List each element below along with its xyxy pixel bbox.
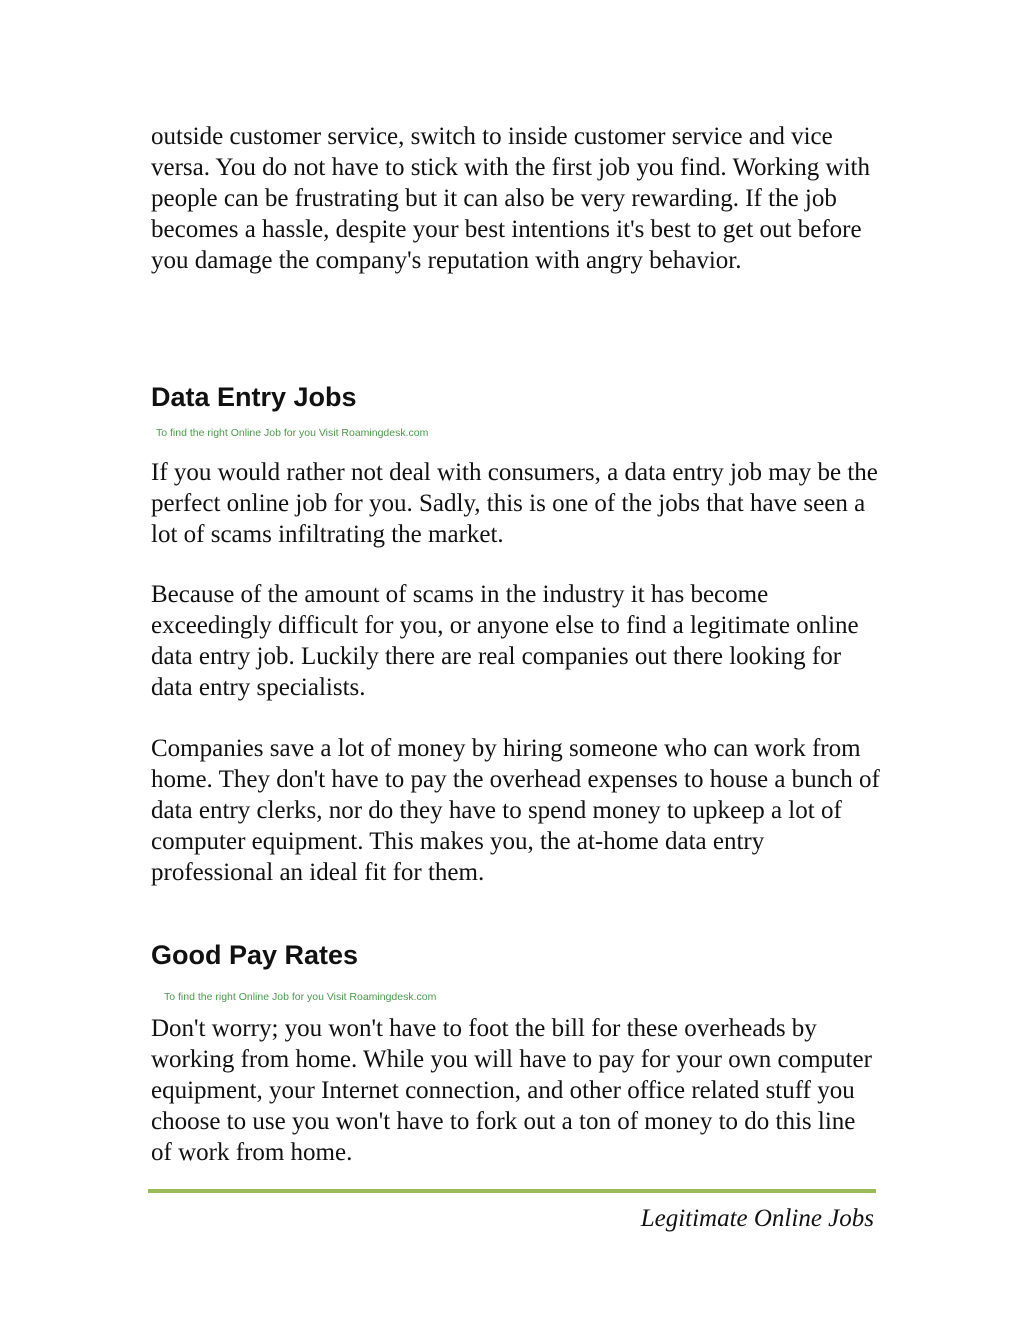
data-entry-paragraph-3: Companies save a lot of money by hiring someone who can work from home. They don't have to pay the overhead expenses to house a bunch of data entry clerks, nor do they have to spend money to upkeep a lot of computer equipment. This makes you, the at-home data entry professional an ideal fit for them. xyxy=(151,735,880,886)
footer-title: Legitimate Online Jobs xyxy=(640,1205,874,1232)
promo-link-roamingdesk[interactable]: To find the right Online Job for you Visit Roamingdesk.com xyxy=(164,991,437,1003)
section-heading-data-entry-jobs: Data Entry Jobs xyxy=(151,382,357,412)
intro-paragraph: outside customer service, switch to inside customer service and vice versa. You do not have to stick with the first job you find. Working with people can be frustrating but it can also be very rewarding. If the job becomes a hassle, despite your best intentions it's best to get out before you damage the company's reputation with angry behavior. xyxy=(151,123,871,274)
footer-divider xyxy=(148,1189,876,1193)
data-entry-paragraph-1: If you would rather not deal with consumers, a data entry job may be the perfect online job for you. Sadly, this is one of the jobs that have seen a lot of scams infiltrating the market. xyxy=(151,459,878,548)
section-heading-good-pay-rates: Good Pay Rates xyxy=(151,940,359,970)
promo-link-roamingdesk[interactable]: To find the right Online Job for you Visit Roamingdesk.com xyxy=(156,427,429,439)
good-pay-paragraph-1: Don't worry; you won't have to foot the bill for these overheads by working from home. While you will have to pay for your own computer equipment, your Internet connection, and other office related stuff you choose to use you won't have to fork out a ton of money to do this line of work from home. xyxy=(151,1015,872,1166)
data-entry-paragraph-2: Because of the amount of scams in the industry it has become exceedingly difficult for you, or anyone else to find a legitimate online data entry job. Luckily there are real companies out there looking for data entry specialists. xyxy=(151,581,859,701)
